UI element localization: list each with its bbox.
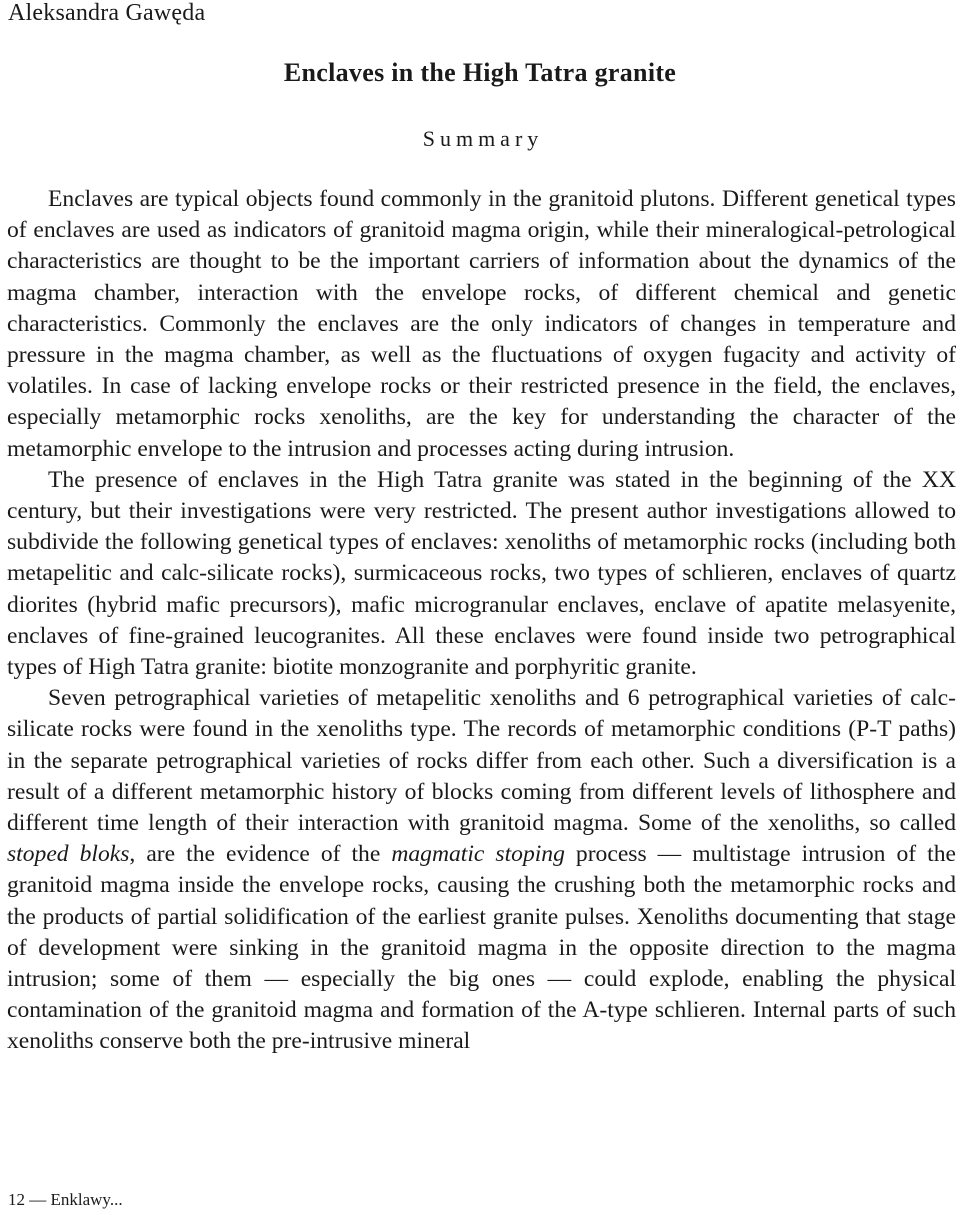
paragraph-1 (7, 184, 956, 465)
page-number: 12 (8, 1190, 25, 1209)
article-body (7, 184, 956, 1058)
summary-heading: Summary (422, 126, 544, 151)
footer-dash: — (29, 1190, 47, 1209)
article-title: Enclaves in the High Tatra granite (283, 58, 677, 87)
author-name: Aleksandra Gawęda (8, 0, 206, 26)
paragraph-3-text-b: , are the evidence of the (129, 841, 392, 868)
page-footer (8, 1190, 123, 1210)
paragraph-3-text-c: process — multistage intrusion of the granitoid magma inside the envelope rocks, causing the crushing both the metamorphic rocks and the products of partial solidification of the earliest granite pulses. Xenoliths documenting that stage of development were sinking in the granitoid magma in the opposite direction to the magma intrusion; some of them — especially the big ones — could explode, enabling the physical contamination of the granitoid magma and formation of the A-type schlieren. Internal parts of such xenoliths conserve both the pre-intrusive mineral (7, 841, 956, 1055)
term-stoped-bloks: stoped bloks (7, 841, 130, 868)
paragraph-2-text: The presence of enclaves in the High Tatra granite was stated in the beginning of the XX century, but their investigations were very restricted. The present author investigations allowed to subdivide the following genetical types of enclaves: xenoliths of metamorphic rocks (including both metapelitic and calc-silicate rocks), surmicaceous rocks, two types of schlieren, enclaves of quartz diorites (hybrid mafic precursors), mafic microgranular enclaves, enclave of apatite melasyenite, enclaves of fine-grained leucogranites. All these enclaves were found inside two petrographical types of High Tatra granite: biotite monzogranite and porphyritic granite. (7, 466, 956, 681)
paragraph-2 (7, 465, 956, 683)
term-magmatic-stoping: magmatic stoping (391, 841, 565, 868)
paragraph-3 (7, 683, 956, 1057)
paragraph-1-text: Enclaves are typical objects found commonly in the granitoid plutons. Different genetical types of enclaves are used as indicators of granitoid magma origin, while their mineralogical-petrological characteristics are thought to be the important carriers of information about the dynamics of the magma chamber, interaction with the envelope rocks, of different chemical and genetic characteristics. Commonly the enclaves are the only indicators of changes in temperature and pressure in the magma chamber, as well as the fluctuations of oxygen fugacity and activity of volatiles. In case of lacking envelope rocks or their restricted presence in the field, the enclaves, especially metamorphic rocks xenoliths, are the key for understanding the character of the metamorphic envelope to the intrusion and processes acting during intrusion. (7, 186, 956, 462)
running-title: Enklawy... (50, 1190, 123, 1209)
paragraph-3-text-a: Seven petrographical varieties of metapelitic xenoliths and 6 petrographical varieties of calc-silicate rocks were found in the xenoliths type. The records of metamorphic conditions (P-T paths) in the separate petrographical varieties of rocks differ from each other. Such a diversification is a result of a different metamorphic history of blocks coming from different levels of lithosphere and different time length of their interaction with granitoid magma. Some of the xenoliths, so called (7, 685, 956, 837)
